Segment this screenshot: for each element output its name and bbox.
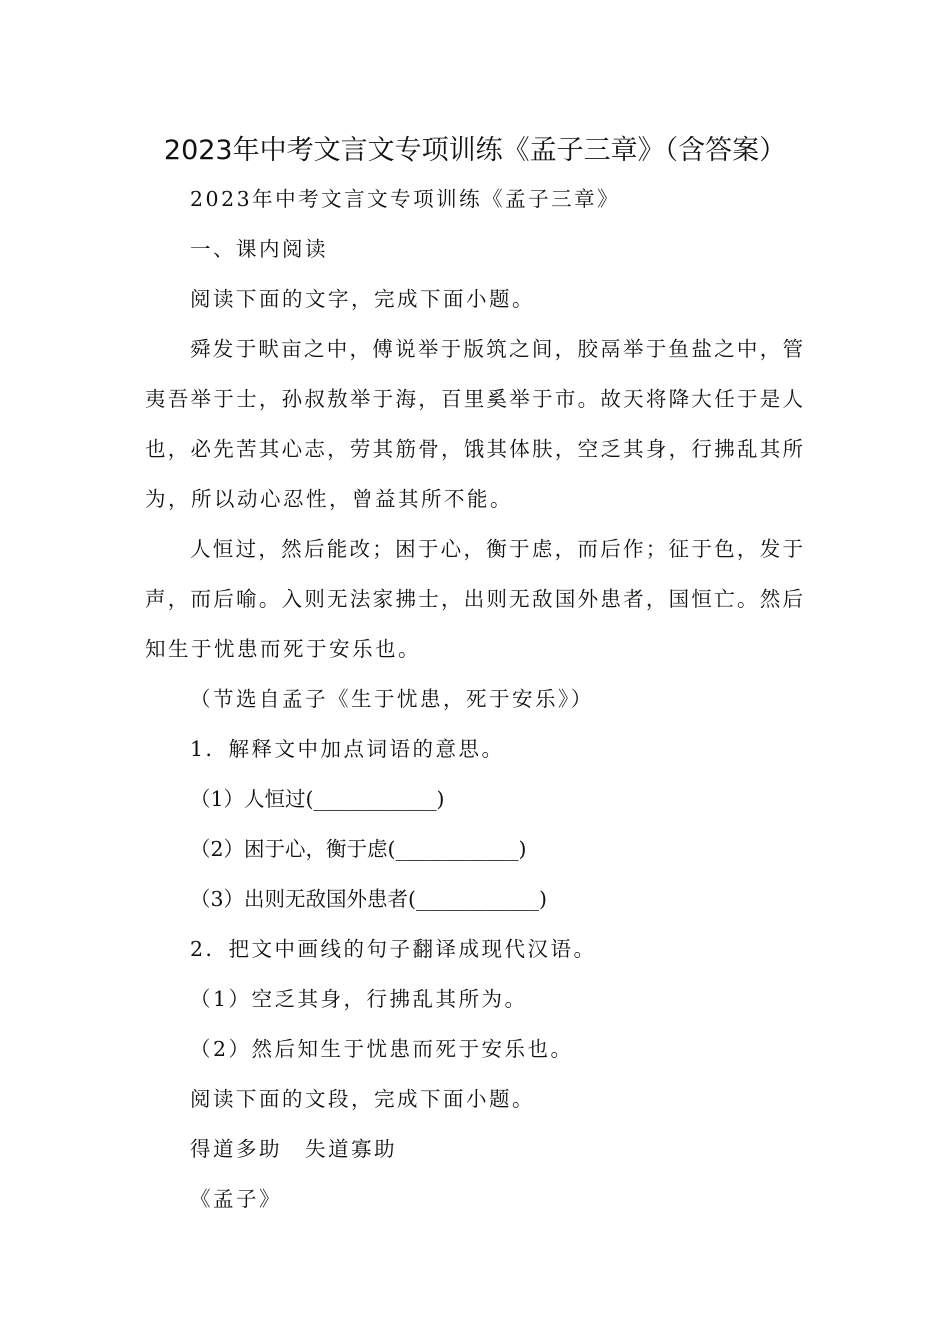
passage-title: 得道多助 失道寡助 bbox=[190, 1137, 397, 1161]
passage-source: （节选自孟子《生于忧患，死于安乐》） bbox=[190, 687, 594, 711]
passage-line: 人恒过，然后能改；困于心，衡于虑，而后作；征于色，发于 bbox=[190, 537, 803, 561]
subtitle: 2023年中考文言文专项训练《孟子三章》 bbox=[190, 187, 621, 211]
reading-instruction: 阅读下面的文段，完成下面小题。 bbox=[190, 1087, 535, 1111]
passage-line: 夷吾举于士，孙叔敖举于海，百里奚举于市。故天将降大任于是人 bbox=[145, 387, 803, 411]
passage-author: 《孟子》 bbox=[190, 1187, 282, 1211]
document-title: 2023年中考文言文专项训练《孟子三章》（含答案） bbox=[163, 135, 787, 166]
question-2-prompt: 2．把文中画线的句子翻译成现代汉语。 bbox=[190, 937, 597, 961]
question-2-item: （2）然后知生于忧患而死于安乐也。 bbox=[190, 1037, 574, 1061]
question-1-prompt: 1．解释文中加点词语的意思。 bbox=[190, 737, 505, 761]
section-heading: 一、课内阅读 bbox=[190, 237, 328, 261]
question-1-item: （1）人恒过(____________) bbox=[190, 787, 445, 811]
question-1-item: （3）出则无敌国外患者(____________) bbox=[190, 887, 548, 911]
passage-line: 也，必先苦其心志，劳其筋骨，饿其体肤，空乏其身，行拂乱其所 bbox=[145, 437, 803, 461]
reading-instruction: 阅读下面的文字，完成下面小题。 bbox=[190, 287, 535, 311]
question-1-item: （2）困于心，衡于虑(____________) bbox=[190, 837, 527, 861]
passage-line: 为，所以动心忍性，曾益其所不能。 bbox=[145, 487, 513, 511]
question-2-item: （1）空乏其身，行拂乱其所为。 bbox=[190, 987, 528, 1011]
passage-line: 舜发于畎亩之中，傅说举于版筑之间，胶鬲举于鱼盐之中，管 bbox=[190, 337, 803, 361]
passage-line: 知生于忧患而死于安乐也。 bbox=[145, 637, 421, 661]
passage-line: 声，而后喻。入则无法家拂士，出则无敌国外患者，国恒亡。然后 bbox=[145, 587, 803, 611]
